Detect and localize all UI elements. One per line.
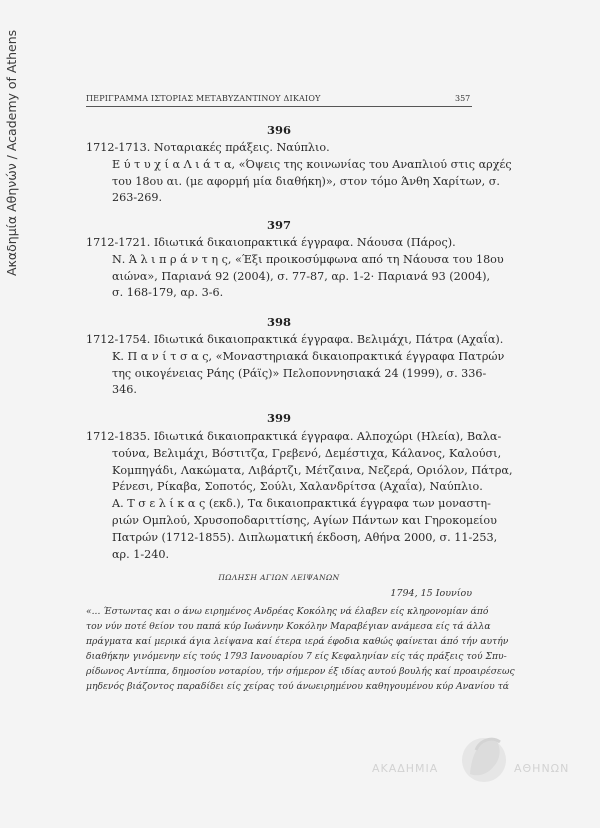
entry-line: ριών Ομπλού, Χρυσοποδαριττίσης, Αγίων Πάντων και Γηροκομείου xyxy=(112,513,497,527)
entry-line: τούνα, Βελιμάχι, Βόστιτζα, Γρεβενό, Δεμέστιχα, Κάλανος, Καλούσι, xyxy=(112,446,502,460)
entry-line: Ν. Ά λ ι π ρ ά ν τ η ς, «Έξι προικοσύμφωνα από τη Νάουσα του 18ου xyxy=(112,252,504,266)
academy-watermark xyxy=(372,728,600,798)
entry-line: Πατρών (1712-1855). Διπλωματική έκδοση, Αθήνα 2000, σ. 11-253, xyxy=(112,530,498,544)
quote-date: 1794, 15 Ιουνίου xyxy=(390,588,472,599)
entry-line: αιώνα», Παριανά 92 (2004), σ. 77-87, αρ. 1-2· Παριανά 93 (2004), xyxy=(112,269,490,283)
entry-line: αρ. 1-240. xyxy=(112,547,170,561)
entry-text xyxy=(86,332,505,399)
entry-text xyxy=(86,429,513,563)
entry-text xyxy=(86,140,512,207)
watermark-right-text: ΑΘΗΝΩΝ xyxy=(514,762,570,775)
sidebar-academy-label: Ακαδημία Αθηνών / Academy of Athens xyxy=(4,30,19,277)
entry-line: της οικογένειας Ράης (Ράϊς)» Πελοποννησιακά 24 (1999), σ. 336- xyxy=(112,366,487,380)
quote-line: ρίδωνος Αντίππα, δημοσίου νοταρίου, τήν σήμερον έξ ιδίας αυτού βουλής καί προαιρέσεως xyxy=(86,666,515,677)
quote-line: πράγματα καί μερικά άγια λείψανα καί έτερα ιερά έφοδια καθώς φαίνεται άπό τήν αυτήν xyxy=(86,636,509,647)
running-header: ΠΕΡΙΓΡΑΜΜΑ ΙΣΤΟΡΙΑΣ ΜΕΤΑΒΥΖΑΝΤΙΝΟΥ ΔΙΚΑΙΟΥ xyxy=(86,94,321,103)
athena-head-icon xyxy=(460,730,508,792)
page-number: 357 xyxy=(455,94,471,103)
watermark-left-text: ΑΚΑΔΗΜΙΑ xyxy=(372,762,439,775)
entry-line: Α. Τ σ ε λ ί κ α ς (εκδ.), Τα δικαιοπρακτικά έγγραφα των μοναστη- xyxy=(112,497,491,511)
entry-line: 263-269. xyxy=(112,191,163,205)
quote-line: μηδενός βιάζοντος παραδίδει είς χείρας τού άνωειρημένου καθηγουμένου κύρ Ανανίου τά xyxy=(86,681,509,692)
entry-line: του 18ου αι. (με αφορμή μία διαθήκη)», στον τόμο Άνθη Χαρίτων, σ. xyxy=(112,174,500,188)
entry-line: Κ. Π α ν ί τ σ α ς, «Μοναστηριακά δικαιοπρακτικά έγγραφα Πατρών xyxy=(112,349,505,363)
entry-line: 346. xyxy=(112,383,137,397)
entry-line: σ. 168-179, αρ. 3-6. xyxy=(112,286,224,300)
quote-line: «... Έστωντας και ο άνω ειρημένος Ανδρέας Κοκόλης νά έλαβεν είς κληρονομίαν άπό xyxy=(86,606,489,617)
entry-line: Κομπηγάδι, Λακώματα, Λιβάρτζι, Μέτζαινα, Νεζερά, Οριόλον, Πάτρα, xyxy=(112,463,513,477)
entry-number: 398 xyxy=(266,315,291,329)
quote-title: ΠΩΛΗΣΗ ΑΓΙΩΝ ΛΕΙΨΑΝΩΝ xyxy=(218,573,340,582)
entry-number: 399 xyxy=(266,411,291,425)
entry-number: 397 xyxy=(266,218,291,232)
entry-number: 396 xyxy=(266,123,291,137)
entry-text xyxy=(86,235,504,302)
entry-line: Ε ύ τ υ χ ί α Λ ι ά τ α, «Όψεις της κοινωνίας του Αναπλιού στις αρχές xyxy=(112,157,512,171)
entry-line: 1712-1721. Ιδιωτικά δικαιοπρακτικά έγγραφα. Νάουσα (Πάρος). xyxy=(86,236,456,249)
header-rule xyxy=(86,106,472,107)
quote-text xyxy=(86,604,515,694)
entry-line: Ρένεσι, Ρίκαβα, Σοποτός, Σούλι, Χαλανδρίτσα (Αχαΐα), Ναύπλιο. xyxy=(112,480,483,494)
entry-line: 1712-1713. Νοταριακές πράξεις. Ναύπλιο. xyxy=(86,141,330,154)
entry-line: 1712-1754. Ιδιωτικά δικαιοπρακτικά έγγραφα. Βελιμάχι, Πάτρα (Αχαΐα). xyxy=(86,333,504,346)
quote-line: τον νύν ποτέ θείον του παπά κύρ Ιωάννην Κοκόλην Μαραβέγιαν ανάμεσα είς τά άλλα xyxy=(86,621,491,632)
entry-line: 1712-1835. Ιδιωτικά δικαιοπρακτικά έγγραφα. Αλποχώρι (Ηλεία), Βαλα- xyxy=(86,430,502,443)
quote-line: διαθήκην γινόμενην είς τούς 1793 Ιανουαρίου 7 είς Κεφαληνίαν είς τάς πράξεις τού Σπυ- xyxy=(86,651,507,662)
